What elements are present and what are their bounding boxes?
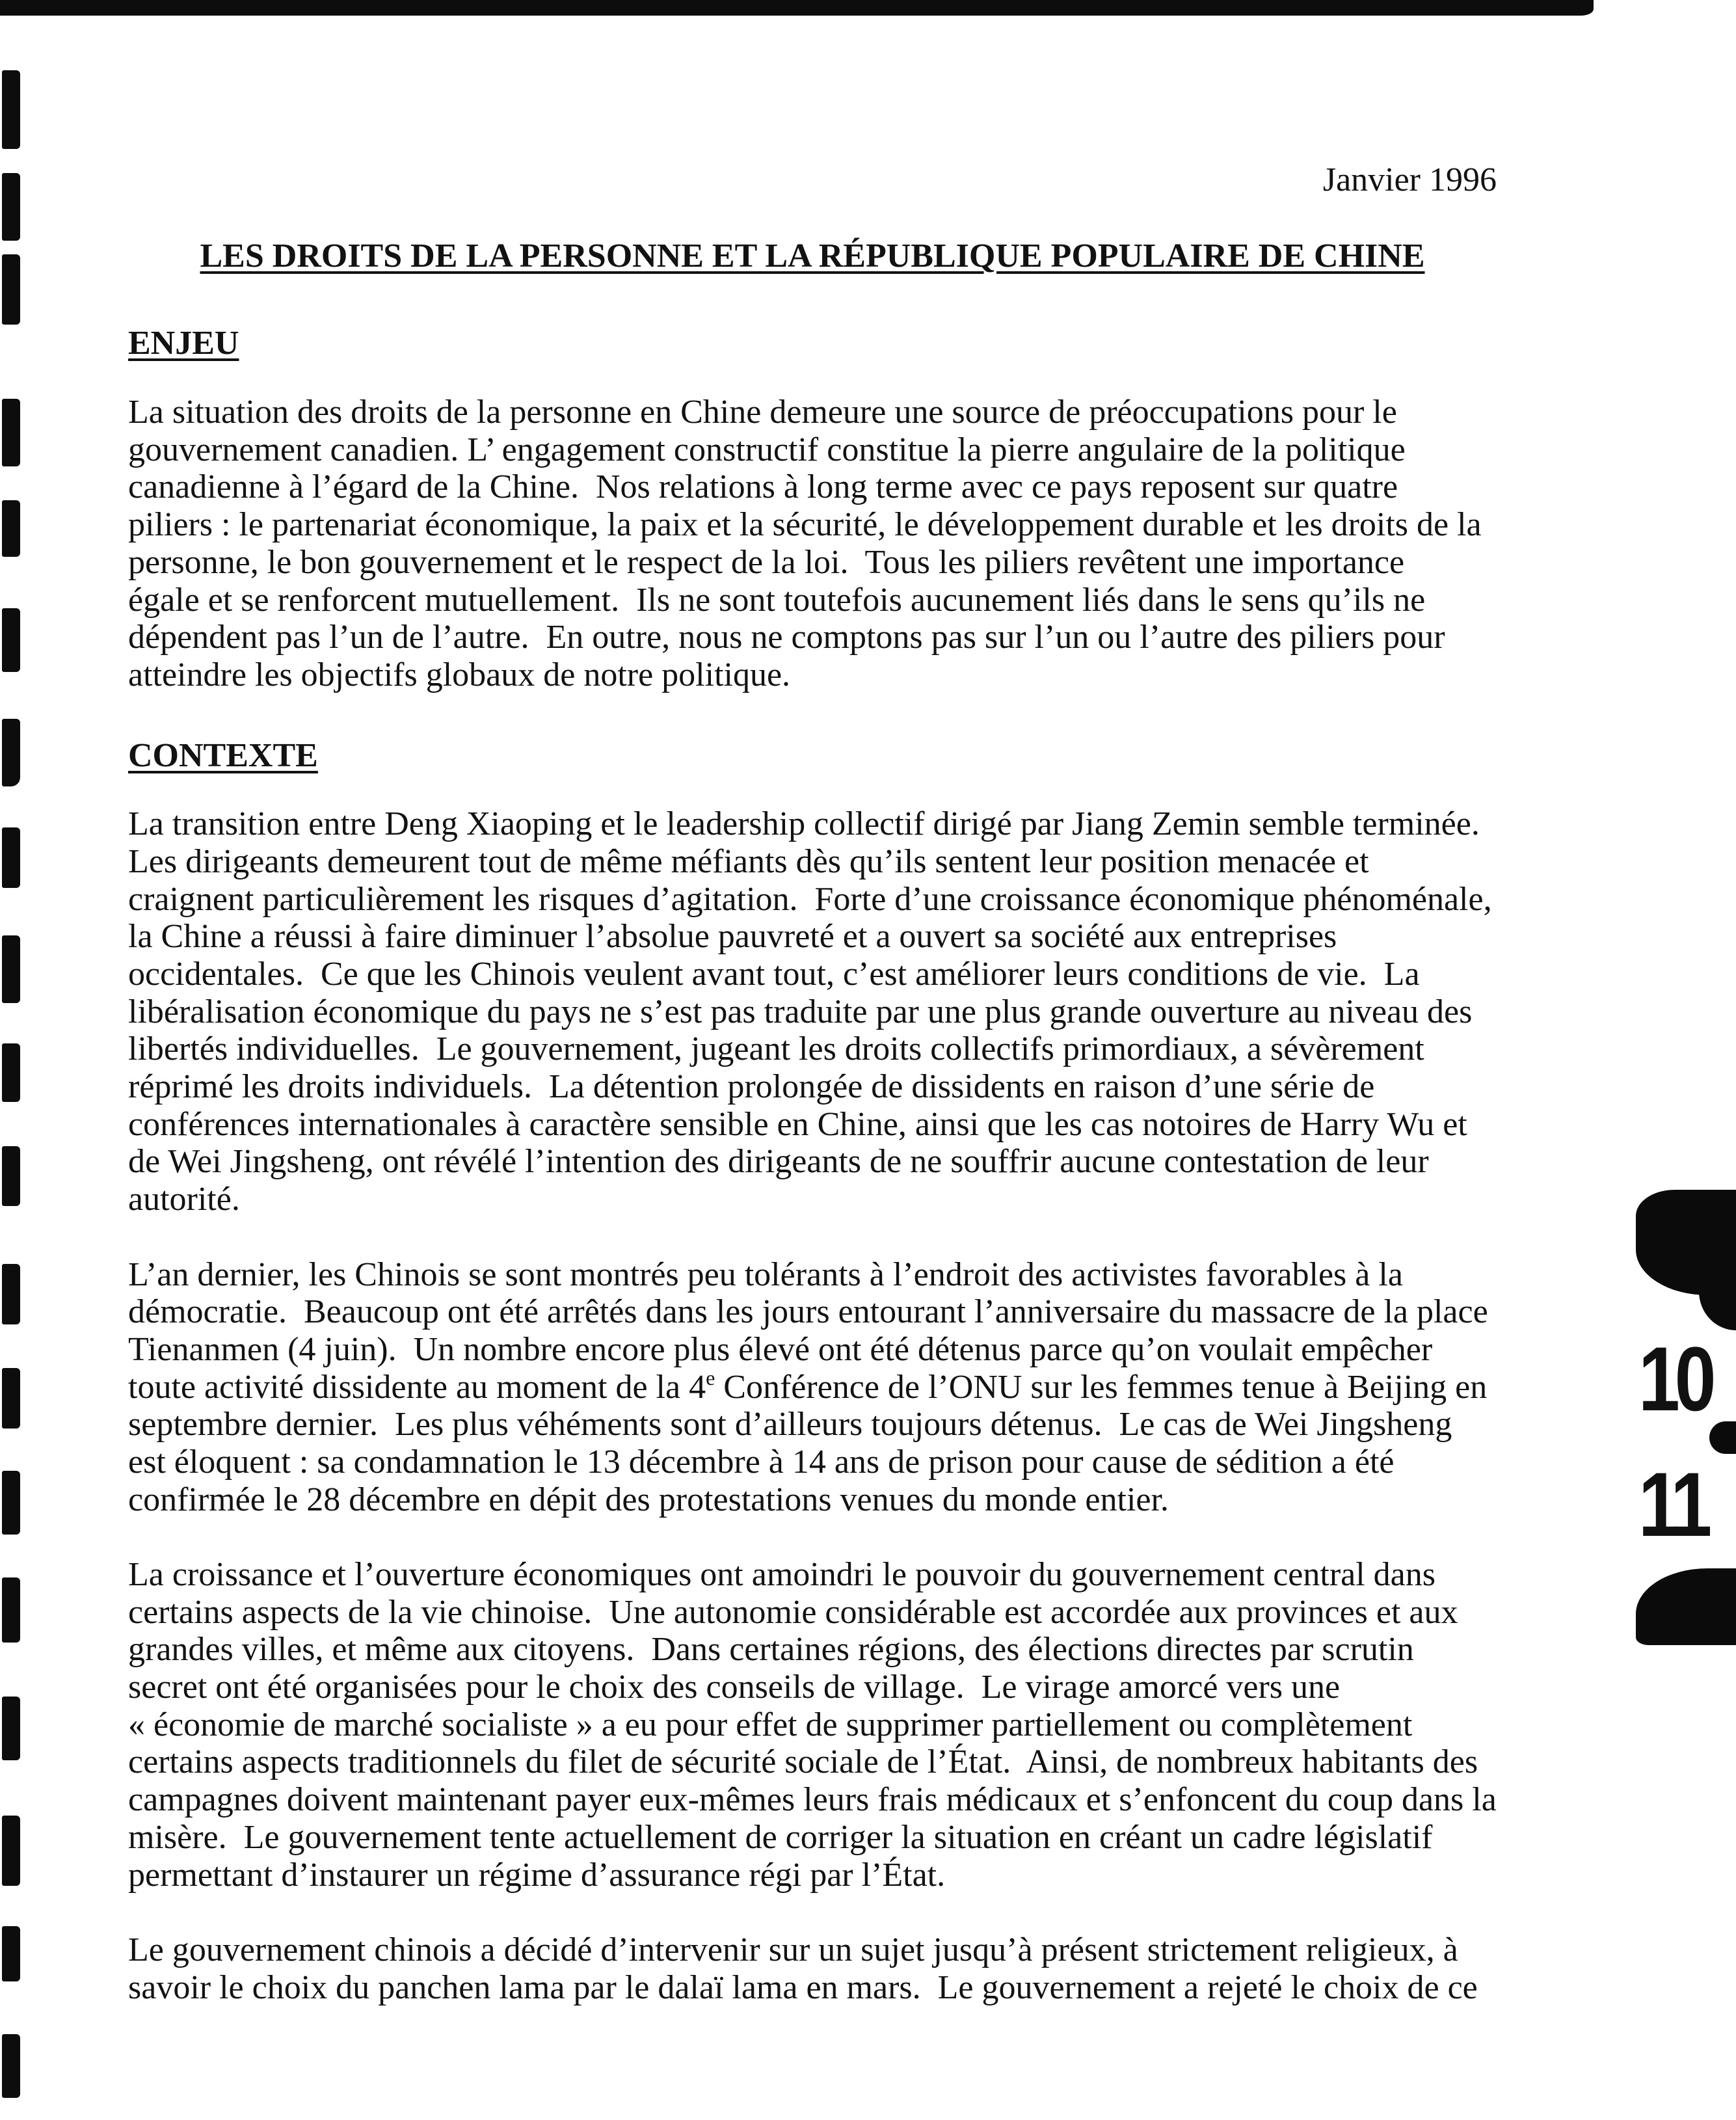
text-segment: toute activité dissidente au moment de la 4 (128, 1368, 706, 1406)
binding-mark (2, 1697, 20, 1760)
paragraph (128, 1256, 1497, 1519)
paragraph (128, 1556, 1497, 1894)
text-line: secret ont été organisées pour le choix des conseils de village. Le virage amorcé vers une (128, 1669, 1341, 1706)
index-tab-11: 11 (1638, 1453, 1707, 1555)
text-line: personne, le bon gouvernement et le respect de la loi. Tous les piliers revêtent une importance (128, 543, 1405, 581)
binding-mark (2, 173, 20, 241)
text-segment: Conférence de l’ONU sur les femmes tenue à Beijing en (715, 1368, 1488, 1406)
text-line: confirmée le 28 décembre en dépit des protestations venues du monde entier. (128, 1481, 1169, 1518)
binding-mark (2, 1926, 20, 1981)
text-line: atteindre les objectifs globaux de notre politique. (128, 656, 791, 693)
text-line: libéralisation économique du pays ne s’est pas traduite par une plus grande ouverture au niveau des (128, 993, 1473, 1030)
text-line: canadienne à l’égard de la Chine. Nos relations à long terme avec ce pays reposent sur quatre (128, 468, 1398, 506)
index-tab-divider (1636, 1190, 1736, 1295)
binding-mark (2, 608, 20, 672)
binding-mark (2, 254, 20, 325)
text-line: La croissance et l’ouverture économiques ont amoindri le pouvoir du gouvernement central dans (128, 1556, 1436, 1593)
text-line: réprimé les droits individuels. La détention prolongée de dissidents en raison d’une série de (128, 1068, 1375, 1106)
text-line: démocratie. Beaucoup ont été arrêtés dans les jours entourant l’anniversaire du massacre de la place (128, 1293, 1488, 1331)
binding-mark (2, 1368, 20, 1429)
text-line: la Chine a réussi à faire diminuer l’absolue pauvreté et a ouvert sa société aux entreprises (128, 918, 1337, 956)
paragraph (128, 805, 1497, 1218)
section-enjeu (128, 325, 1497, 693)
binding-mark (2, 935, 20, 1003)
binding-mark (2, 2034, 20, 2098)
binding-mark (2, 500, 20, 557)
text-line: « économie de marché socialiste » a eu pour effet de supprimer partiellement ou complètement (128, 1706, 1413, 1743)
binding-mark (2, 1043, 20, 1102)
binding-mark (2, 1816, 20, 1886)
text-line: de Wei Jingsheng, ont révélé l’intention des dirigeants de ne souffrir aucune contestation de leur (128, 1143, 1429, 1181)
text-line: campagnes doivent maintenant payer eux-mêmes leurs frais médicaux et s’enfoncent du coup dans la (128, 1781, 1497, 1819)
text-line (128, 1365, 1497, 1406)
text-line: grandes villes, et même aux citoyens. Dans certaines régions, des élections directes par scrutin (128, 1631, 1414, 1669)
binding-mark (2, 399, 20, 466)
binding-mark (2, 1471, 20, 1535)
binding-mark (2, 1577, 20, 1643)
text-line: certains aspects traditionnels du filet de sécurité sociale de l’État. Ainsi, de nombreux habitants des (128, 1743, 1478, 1781)
ordinal-superscript: e (706, 1365, 715, 1389)
binding-mark (2, 827, 20, 888)
document-date: Janvier 1996 (1322, 161, 1497, 198)
binding-mark (2, 1264, 20, 1324)
index-tab-10: 10 (1638, 1328, 1711, 1430)
section-heading: ENJEU (128, 325, 239, 362)
text-line: L’an dernier, les Chinois se sont montrés peu tolérants à l’endroit des activistes favorables à la (128, 1255, 1403, 1293)
text-line: Le gouvernement chinois a décidé d’intervenir sur un sujet jusqu’à présent strictement religieux, à (128, 1931, 1458, 1968)
text-line: Tienanmen (4 juin). Un nombre encore plus élevé ont été détenus parce qu’on voulait empêcher (128, 1330, 1433, 1368)
binding-mark (2, 70, 20, 149)
section-contexte (128, 737, 1497, 2007)
binding-mark (2, 1146, 20, 1206)
scan-top-edge (0, 0, 1594, 16)
index-tab-divider (1699, 1285, 1736, 1330)
paragraph (128, 394, 1497, 694)
text-line: occidentales. Ce que les Chinois veulent avant tout, c’est améliorer leurs conditions de vie. La (128, 956, 1420, 993)
section-heading: CONTEXTE (128, 736, 318, 774)
text-line: Les dirigeants demeurent tout de même méfiants dès qu’ils sentent leur position menacée et (128, 842, 1369, 880)
text-line: La situation des droits de la personne en Chine demeure une source de préoccupations pour le (128, 394, 1397, 431)
text-line: savoir le choix du panchen lama par le dalaï lama en mars. Le gouvernement a rejeté le choix de ce (128, 1968, 1478, 2006)
index-tab-divider (1636, 1568, 1736, 1645)
text-line: autorité. (128, 1181, 240, 1218)
text-line: La transition entre Deng Xiaoping et le leadership collectif dirigé par Jiang Zemin semble terminée. (128, 805, 1480, 843)
text-line: égale et se renforcent mutuellement. Ils ne sont toutefois aucunement liés dans le sens qu’ils ne (128, 581, 1426, 619)
text-line: misère. Le gouvernement tente actuellement de corriger la situation en créant un cadre législatif (128, 1818, 1433, 1856)
text-line: conférences internationales à caractère sensible en Chine, ainsi que les cas notoires de Harry Wu et (128, 1105, 1467, 1143)
binding-mark (2, 719, 20, 786)
text-line: est éloquent : sa condamnation le 13 décembre à 14 ans de prison pour cause de sédition a été (128, 1443, 1395, 1481)
text-line: craignent particulièrement les risques d’agitation. Forte d’une croissance économique phénoménale, (128, 880, 1492, 918)
text-line: libertés individuelles. Le gouvernement, jugeant les droits collectifs primordiaux, a sévèrement (128, 1030, 1424, 1068)
index-tab-divider (1709, 1421, 1736, 1454)
text-line: piliers : le partenariat économique, la paix et la sécurité, le développement durable et les droits de la (128, 506, 1482, 544)
text-line: dépendent pas l’un de l’autre. En outre, nous ne comptons pas sur l’un ou l’autre des piliers pour (128, 619, 1445, 656)
document-content (128, 161, 1497, 2006)
text-line: septembre dernier. Les plus véhéments sont d’ailleurs toujours détenus. Le cas de Wei Jingsheng (128, 1406, 1452, 1443)
text-line: gouvernement canadien. L’ engagement constructif constitue la pierre angulaire de la politique (128, 431, 1406, 468)
text-line: certains aspects de la vie chinoise. Une autonomie considérable est accordée aux provinces et aux (128, 1593, 1458, 1631)
paragraph (128, 1931, 1497, 2006)
text-line: permettant d’instaurer un régime d’assurance régi par l’État. (128, 1856, 946, 1894)
document-title: LES DROITS DE LA PERSONNE ET LA RÉPUBLIQUE POPULAIRE DE CHINE (200, 237, 1425, 275)
